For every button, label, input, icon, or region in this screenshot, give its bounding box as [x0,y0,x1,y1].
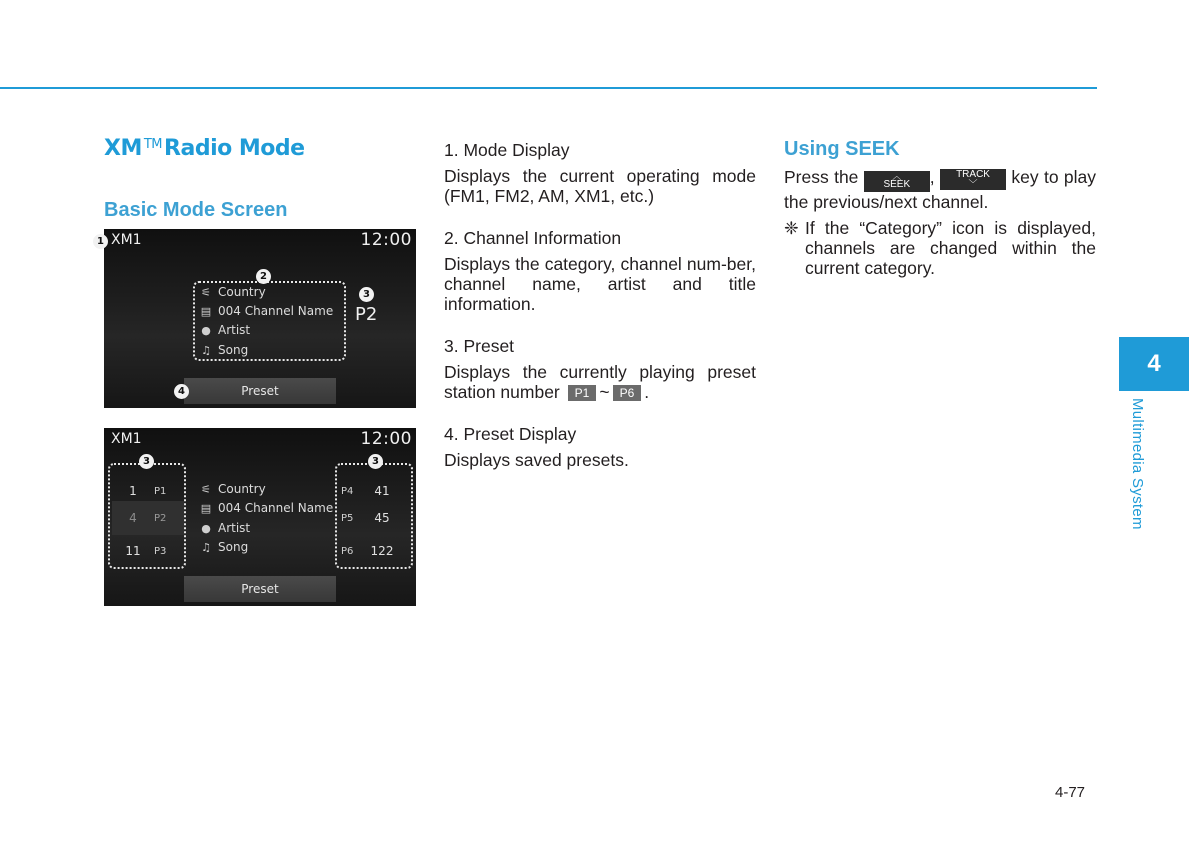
radio-icon: ▤ [200,501,212,515]
page-heading: XM ™Radio Mode [104,136,305,161]
chapter-label: Multimedia System [1129,398,1146,530]
chevron-down-icon: ﹀ [968,179,978,189]
antenna-icon: ⚟ [201,482,211,496]
preset-item-p4[interactable]: P4 41 [341,484,390,498]
seek-key: ︿ SEEK [864,171,930,192]
preset-item-p2[interactable]: 4 P2 [112,501,184,535]
preset-button[interactable]: Preset [184,576,336,602]
category-line: ⚟ Country [199,285,266,299]
chevron-up-icon: ︿ [892,171,902,181]
preset-item-p1[interactable]: 1 P1 [129,484,167,498]
callout-marker-3: 3 [359,287,374,302]
preset-chip-end: P6 [613,385,642,401]
preset-item-p5[interactable]: P5 45 [341,511,390,525]
clock: 12:00 [360,230,412,250]
callout-marker-1: 1 [93,234,108,249]
callout-marker-3-left: 3 [139,454,154,469]
preset-display-screen [104,428,416,606]
category-line: ⚟ Country [199,482,266,496]
music-note-icon: ♫ [201,540,211,554]
mode-display: XM1 [111,232,142,248]
using-seek-section [784,139,1096,278]
page-number: 4-77 [1055,784,1086,801]
screen-descriptions [444,140,756,492]
music-note-icon: ♫ [201,343,211,357]
section-heading-basic-mode: Basic Mode Screen [104,199,288,221]
item-title-mode-display: 1. Mode Display [444,140,570,160]
radio-icon: ▤ [200,304,212,318]
artist-line: ● Artist [199,521,250,535]
person-icon: ● [201,521,211,535]
item-desc-preset: Displays the currently playing preset station number P1 ~ P6 . [444,362,756,402]
antenna-icon: ⚟ [201,285,211,299]
item-desc-preset-display: Displays saved presets. [444,450,629,470]
item-desc-mode-display: Displays the current operating mode (FM1, FM2, AM, XM1, etc.) [444,166,756,206]
preset-chip-start: P1 [568,385,597,401]
seek-instruction: Press the ︿ SEEK , TRACK ﹀ key to play the previous/next channel. [784,167,1096,212]
current-preset-display: P2 [355,304,378,325]
seek-note: ❈ If the “Category” icon is displayed, channels are changed within the current category. [784,218,1096,278]
item-title-channel-info: 2. Channel Information [444,228,622,248]
song-line: ♫ Song [199,540,248,554]
preset-item-p3[interactable]: 11 P3 [125,544,167,558]
clock: 12:00 [360,429,412,449]
basic-mode-screen [97,229,416,408]
item-title-preset: 3. Preset [444,336,515,356]
page-heading-block [104,136,416,161]
item-desc-channel-info: Displays the category, channel num-ber, channel name, artist and title information. [444,254,756,314]
artist-line: ● Artist [199,323,250,337]
callout-marker-4: 4 [174,384,189,399]
item-title-preset-display: 4. Preset Display [444,424,577,444]
channel-line: ▤ 004 Channel Name [200,501,334,515]
track-key: TRACK ﹀ [940,169,1006,190]
section-heading-using-seek: Using SEEK [784,138,900,160]
callout-marker-3-right: 3 [368,454,383,469]
note-symbol: ❈ [784,218,799,238]
person-icon: ● [201,323,211,337]
mode-display: XM1 [111,431,142,447]
header-rule [0,87,1097,89]
channel-line: ▤ 004 Channel Name [200,304,334,318]
chapter-tab: 4 [1119,337,1189,391]
trademark-mark: TM [143,137,163,152]
preset-button[interactable]: Preset [184,378,336,404]
callout-marker-2: 2 [256,269,271,284]
preset-item-p6[interactable]: P6 122 [341,544,394,558]
song-line: ♫ Song [199,343,248,357]
